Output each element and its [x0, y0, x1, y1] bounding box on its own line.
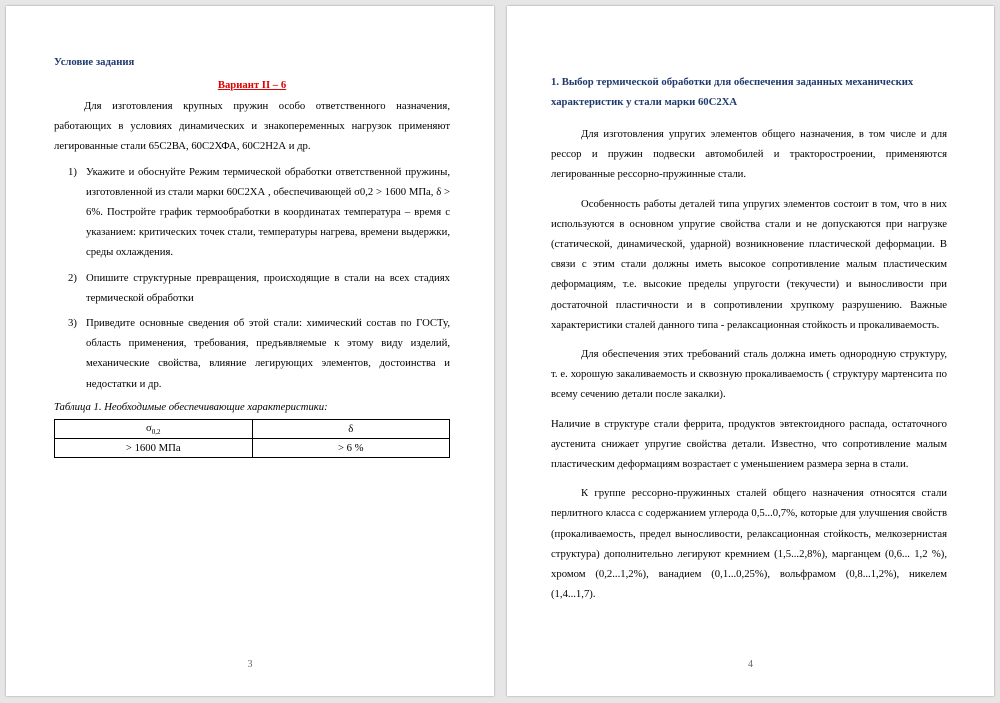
task-number: 3): [68, 317, 77, 330]
page-number: 3: [247, 659, 253, 670]
document-page-left: [6, 6, 494, 696]
task-list: [54, 162, 450, 394]
spacer: [551, 405, 947, 414]
page-number: 4: [748, 659, 753, 670]
spacer: [551, 335, 947, 344]
spacer: [551, 112, 947, 124]
body-paragraph: Наличие в структуре стали феррита, продуктов эвтектоидного распада, остаточного аустенита снижает упругие свойства детали. Известно, что сопротивление малым пластическим деформациям возрастает с уменьшением размера зерна в стали.: [551, 417, 947, 471]
body-paragraph: Для обеспечения этих требований сталь должна иметь однородную структуру, т. е. хорошую закаливаемость и сквозную прокаливаемость ( структуру мартенсита по всему сечению детали после закалки).: [551, 348, 947, 401]
variant-title: Вариант II – 6: [217, 79, 287, 91]
section-heading: Условие задания: [54, 56, 135, 68]
value-sigma: > 1600 МПа: [55, 438, 253, 457]
body-paragraph: Для изготовления упругих элементов общего назначения, в том числе и для рессор и пружин подвески автомобилей и тракторостроении, применяются легированные рессорно-пружинные стали.: [551, 128, 947, 181]
intro-paragraph: Для изготовления крупных пружин особо ответственного назначения, работающих в условиях динамических и знакопеременных нагрузок применяют легированные стали 65С2ВА, 60С2ХФА, 60С2Н2А и др.: [54, 100, 450, 153]
sigma-subscript: 0,2: [151, 427, 161, 436]
task-item: [54, 313, 450, 394]
page-content: [54, 52, 450, 458]
table-caption: Таблица 1. Необходимые обеспечивающие характеристики:: [54, 400, 328, 413]
body-paragraph: К группе рессорно-пружинных сталей общего назначения относятся стали перлитного класса с содержанием углерода 0,5...0,7%, которые для улучшения свойств (прокаливаемость, предел выносливости, релаксационная стойкость, мелкозернистая структура) дополнительно легируют кремнием (1,5...2,8%), марганцем (0,6... 1,2 %), хромом (0,2...1,2%), ванадием (0,1...0,25%), вольфрамом (0,8...1,2%), никелем (1,4...1,7).: [551, 487, 947, 601]
header-delta: δ: [252, 419, 450, 438]
table-header-row: [55, 419, 450, 438]
page-content: [551, 72, 947, 604]
task-text: Укажите и обоснуйте Режим термической обработки ответственной пружины, изготовленной из стали марки 60С2ХА , обеспечивающей σ0,2 > 1600 МПа, δ > 6%. Постройте график термообработки в координатах температура – время с указанием: критических точек стали, температуры нагрева, времени выдержки, среды охлаждения.: [86, 165, 450, 259]
task-text: Опишите структурные превращения, происходящие в стали на всех стадиях термической обработки: [86, 271, 450, 304]
sigma-symbol: σ: [145, 421, 152, 434]
task-text: Приведите основные сведения об этой стали: химический состав по ГОСТу, область применения, требования, предъявляемые к этому виду изделий, механические свойства, влияние легирующих элементов, достоинства и недостатки и др.: [86, 317, 450, 390]
value-delta: > 6 %: [252, 438, 450, 457]
task-item: [54, 268, 450, 308]
document-page-right: [507, 6, 994, 696]
spacer: [551, 474, 947, 483]
task-number: 1): [68, 165, 77, 178]
section-heading: 1. Выбор термической обработки для обеспечения заданных механических характеристик у стали марки 60С2ХА: [551, 76, 914, 108]
task-item: [54, 162, 450, 263]
characteristics-table: [54, 419, 450, 458]
table-row: [55, 438, 450, 457]
spacer: [551, 185, 947, 194]
task-number: 2): [68, 271, 77, 284]
body-paragraph: Особенность работы деталей типа упругих элементов состоит в том, что в них используются в основном упругие свойства стали и не допускаются при нагрузке (статической, динамической, ударной) возникновение пластической деформации. В связи с этим стали должны иметь высокое сопротивление малым пластическим деформациям, т.е. высокие пределы упругости (текучести) и выносливости при достаточной пластичности и в сопротивлении хрупкому разрушению. Важные характеристики сталей данного типа - релаксационная стойкость и прокаливаемость.: [551, 197, 947, 331]
header-sigma: [55, 419, 253, 438]
